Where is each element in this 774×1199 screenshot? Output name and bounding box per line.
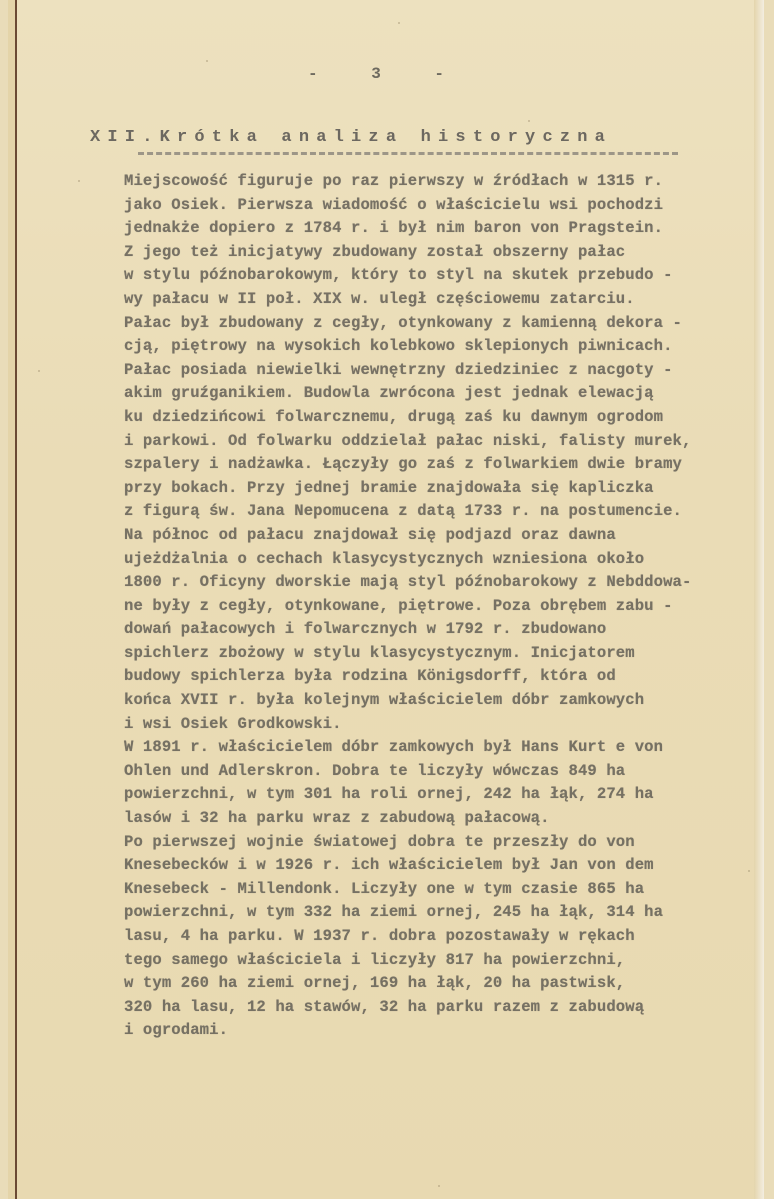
text-line: i parkowi. Od folwarku oddzielał pałac niski, falisty murek, [124,431,692,450]
text-line: przy bokach. Przy jednej bramie znajdowała się kapliczka [124,478,654,497]
heading-underline [138,152,678,158]
paper-speck [438,1185,440,1187]
text-line: ku dziedzińcowi folwarcznemu, drugą zaś ku dawnym ogrodom [124,407,664,426]
page-number: - 3 - [308,65,467,83]
text-line: wy pałacu w II poł. XIX w. uległ częściowemu zatarciu. [124,289,635,308]
text-line: jednakże dopiero z 1784 r. i był nim baron von Pragstein. [124,219,664,238]
text-line: Na północ od pałacu znajdował się podjazd oraz dawna [124,525,616,544]
text-line: powierzchni, w tym 301 ha roli ornej, 242 ha łąk, 274 ha [124,785,654,804]
paper-speck [398,22,400,24]
binding-margin-line [15,0,17,1199]
text-line: akim gruźganikiem. Budowla zwrócona jest jednak elewacją [124,384,654,403]
text-line: ne były z cegły, otynkowane, piętrowe. Poza obrębem zabu - [124,596,673,615]
text-line: Z jego też inicjatywy zbudowany został obszerny pałac [124,242,626,261]
text-line: powierzchni, w tym 332 ha ziemi ornej, 245 ha łąk, 314 ha [124,903,664,922]
paper-speck [206,60,208,62]
text-line: lasu, 4 ha parku. W 1937 r. dobra pozostawały w rękach [124,927,635,945]
text-line: spichlerz zbożowy w stylu klasycystycznym. Inicjatorem [124,643,635,662]
text-line: tego samego właściciela i liczyły 817 ha powierzchni, [124,950,626,969]
text-line: 320 ha lasu, 12 ha stawów, 32 ha parku razem z zabudową [124,997,645,1016]
paper-speck [38,370,40,372]
text-line: Pałac był zbudowany z cegły, otynkowany z kamienną dekora - [124,313,683,332]
text-line: Ohlen und Adlerskron. Dobra te liczyły wówczas 849 ha [124,761,626,780]
text-line: Knesebecków i w 1926 r. ich właścicielem był Jan von dem [124,856,654,875]
text-line: Pałac posiada niewielki wewnętrzny dziedziniec z nacgoty - [124,360,673,379]
text-line: lasów i 32 ha parku wraz z zabudową pałacową. [124,809,550,828]
paper-speck [528,120,530,122]
text-line: szpalery i nadżawka. Łączyły go zaś z folwarkiem dwie bramy [124,455,683,474]
text-line: z figurą św. Jana Nepomucena z datą 1733 r. na postumencie. [124,502,683,521]
text-line: budowy spichlerza była rodzina Königsdorff, która od [124,667,616,686]
text-line: dowań pałacowych i folwarcznych w 1792 r. zbudowano [124,620,607,639]
text-line: cją, piętrowy na wysokich kolebkowo sklepionych piwnicach. [124,337,673,356]
text-line: końca XVII r. była kolejnym właścicielem dóbr zamkowych [124,691,645,710]
text-line: i wsi Osiek Grodkowski. [124,714,342,733]
text-line: W 1891 r. właścicielem dóbr zamkowych był Hans Kurt e von [124,738,664,757]
text-line: Miejscowość figuruje po raz pierwszy w źródłach w 1315 r. [124,172,664,190]
text-line: jako Osiek. Pierwsza wiadomość o właścicielu wsi pochodzi [124,195,664,214]
text-line: Po pierwszej wojnie światowej dobra te przeszły do von [124,832,635,851]
document-page [8,0,764,1199]
text-line: ujeżdżalnia o cechach klasycystycznych wzniesiona około [124,549,645,568]
text-line: i ogrodami. [124,1021,229,1040]
text-line: w tym 260 ha ziemi ornej, 169 ha łąk, 20 ha pastwisk, [124,974,626,993]
paper-speck [78,180,80,182]
text-line: Knesebeck - Millendonk. Liczyły one w tym czasie 865 ha [124,879,645,898]
page-left-strip [8,0,15,1199]
section-heading: XII.Krótka analiza historyczna [90,128,613,147]
body-text [124,170,774,1043]
text-line: w stylu późnobarokowym, który to styl na skutek przebudo - [124,266,673,285]
text-line: 1800 r. Oficyny dworskie mają styl późnobarokowy z Nebddowa- [124,573,692,592]
